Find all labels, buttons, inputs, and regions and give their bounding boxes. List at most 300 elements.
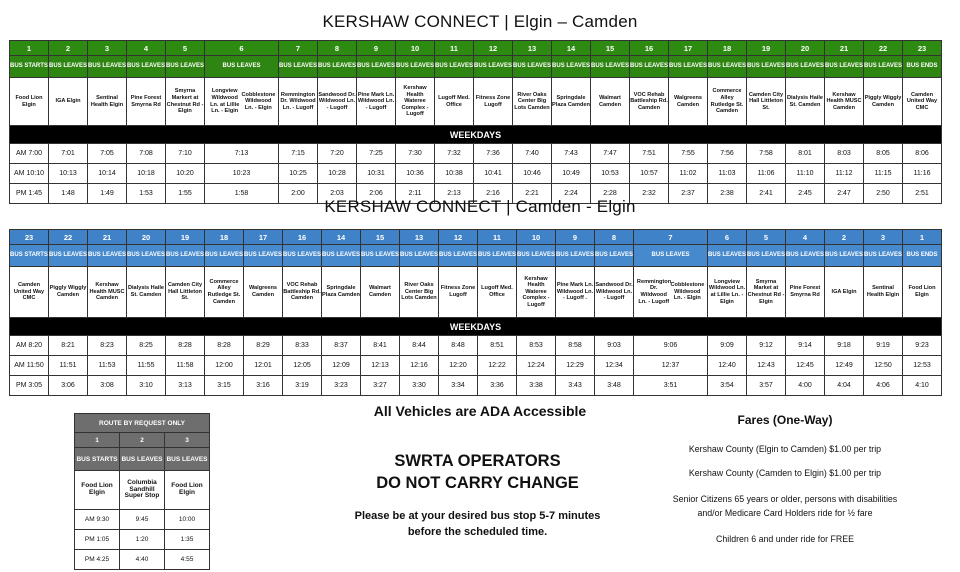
bus-status-label: BUS LEAVES <box>120 448 165 471</box>
stop-number: 14 <box>552 41 591 56</box>
departure-time: 7:30 <box>396 144 435 164</box>
departure-time: 12:22 <box>478 356 517 376</box>
bus-status-label: BUS LEAVES <box>357 56 396 78</box>
stop-name: Pine Mark Ln. Wildwood Ln. - Lugoff . <box>556 267 595 318</box>
departure-time: AM 9:30 <box>75 510 120 530</box>
bus-status-label: BUS LEAVES <box>166 245 205 267</box>
fare-senior-line-2: and/or Medicare Card Holders ride for ½ fare <box>697 508 873 518</box>
departure-time: PM 4:25 <box>75 550 120 570</box>
departure-time: 2:13 <box>435 184 474 204</box>
stop-number: 5 <box>166 41 205 56</box>
bus-status-label: BUS LEAVES <box>400 245 439 267</box>
bus-status-label: BUS LEAVES <box>786 245 825 267</box>
bus-status-label: BUS LEAVES <box>513 56 552 78</box>
stop-name: Dialysis Haile St. Camden <box>786 78 825 126</box>
stop-name: Commerce Alley Rutledge St. Camden <box>708 78 747 126</box>
stop-number: 12 <box>474 41 513 56</box>
fare-children: Children 6 and under ride for FREE <box>716 534 854 544</box>
bus-status-label: BUS LEAVES <box>595 245 634 267</box>
departure-time: 10:46 <box>513 164 552 184</box>
departure-time: 8:44 <box>400 336 439 356</box>
arrival-notice <box>330 508 625 540</box>
departure-time: 10:53 <box>591 164 630 184</box>
operators-notice <box>335 450 620 494</box>
stop-number: 17 <box>669 41 708 56</box>
departure-time: 9:03 <box>595 336 634 356</box>
stop-number: 9 <box>357 41 396 56</box>
departure-time: 2:32 <box>630 184 669 204</box>
route-by-request-table <box>74 413 210 570</box>
stop-number: 13 <box>513 41 552 56</box>
departure-time: 3:10 <box>127 376 166 396</box>
departure-time: 11:58 <box>166 356 205 376</box>
stop-number: 7 <box>279 41 318 56</box>
stop-name: Fitness Zone Lugoff <box>474 78 513 126</box>
departure-time: 12:00 <box>205 356 244 376</box>
stop-number: 6 <box>708 230 747 245</box>
departure-time: 2:51 <box>903 184 942 204</box>
bus-status-label: BUS LEAVES <box>825 245 864 267</box>
departure-time: 8:53 <box>517 336 556 356</box>
stop-name: Columbia Sandhill Super Stop <box>120 471 165 510</box>
stop-name: Camden City Hall Littleton St. <box>166 267 205 318</box>
departure-time: 2:45 <box>786 184 825 204</box>
stop-name-part: Longview Wildwood Ln. at Lillie Ln. - Elgin <box>210 88 240 115</box>
departure-time: 7:36 <box>474 144 513 164</box>
departure-time: 12:05 <box>283 356 322 376</box>
stop-name: Springdale Plaza Camden <box>322 267 361 318</box>
stop-number: 18 <box>205 230 244 245</box>
departure-time: AM 10:10 <box>10 164 49 184</box>
bus-status-label: BUS LEAVES <box>49 56 88 78</box>
departure-time: 10:18 <box>127 164 166 184</box>
route-by-request-title: ROUTE BY REQUEST ONLY <box>75 414 210 433</box>
stop-number: 10 <box>396 41 435 56</box>
departure-time: 8:21 <box>49 336 88 356</box>
departure-time: 3:27 <box>361 376 400 396</box>
departure-time: 9:18 <box>825 336 864 356</box>
departure-time: 3:30 <box>400 376 439 396</box>
departure-time: AM 8:20 <box>10 336 49 356</box>
departure-time: 12:24 <box>517 356 556 376</box>
stop-number: 22 <box>864 41 903 56</box>
stop-number: 20 <box>786 41 825 56</box>
bus-status-label: BUS LEAVES <box>49 245 88 267</box>
stop-number: 15 <box>361 230 400 245</box>
departure-time: 11:53 <box>88 356 127 376</box>
departure-time: 10:28 <box>318 164 357 184</box>
bus-status-label: BUS LEAVES <box>825 56 864 78</box>
departure-time: 1:53 <box>127 184 166 204</box>
departure-time: 3:15 <box>205 376 244 396</box>
departure-time: 12:53 <box>903 356 942 376</box>
stop-number: 8 <box>318 41 357 56</box>
departure-time: 4:06 <box>864 376 903 396</box>
stop-number: 3 <box>88 41 127 56</box>
departure-time: 12:40 <box>708 356 747 376</box>
stop-number: 8 <box>595 230 634 245</box>
departure-time: 7:47 <box>591 144 630 164</box>
stop-number: 19 <box>747 41 786 56</box>
ada-notice: All Vehicles are ADA Accessible <box>373 403 587 419</box>
stop-name: Camden United Way CMC <box>10 267 49 318</box>
departure-time: 9:45 <box>120 510 165 530</box>
bus-status-label: BUS LEAVES <box>361 245 400 267</box>
stop-number: 21 <box>825 41 864 56</box>
stop-name: Smyrna Markert at Chestnut Rd - Elgin <box>166 78 205 126</box>
departure-time: 12:45 <box>786 356 825 376</box>
bus-status-label: BUS LEAVES <box>630 56 669 78</box>
stop-number: 2 <box>120 433 165 448</box>
stop-name-part: Cobblestone Wildwood Ln. - Elgin <box>670 282 705 302</box>
bus-status-label: BUS LEAVES <box>517 245 556 267</box>
bus-status-label: BUS LEAVES <box>669 56 708 78</box>
stop-name: IGA Elgin <box>825 267 864 318</box>
departure-time: 11:06 <box>747 164 786 184</box>
departure-time: 8:41 <box>361 336 400 356</box>
bus-status-label: BUS LEAVES <box>279 56 318 78</box>
departure-time: 7:20 <box>318 144 357 164</box>
departure-time: 12:20 <box>439 356 478 376</box>
departure-time: 10:25 <box>279 164 318 184</box>
bus-status-label: BUS LEAVES <box>708 245 747 267</box>
bus-status-label: BUS LEAVES <box>127 56 166 78</box>
departure-time: 8:28 <box>205 336 244 356</box>
bus-status-label: BUS LEAVES <box>244 245 283 267</box>
stop-name: Sentinal Health Elgin <box>88 78 127 126</box>
departure-time: 2:21 <box>513 184 552 204</box>
departure-time: 4:04 <box>825 376 864 396</box>
departure-time: 3:54 <box>708 376 747 396</box>
departure-time: 3:13 <box>166 376 205 396</box>
departure-time: 2:37 <box>669 184 708 204</box>
departure-time: 2:50 <box>864 184 903 204</box>
departure-time: 2:38 <box>708 184 747 204</box>
departure-time: 7:43 <box>552 144 591 164</box>
bus-status-label: BUS LEAVES <box>88 56 127 78</box>
stop-name: Sandwood Dr. Wildwood Ln. - Lugoff <box>595 267 634 318</box>
stop-number: 5 <box>747 230 786 245</box>
weekdays-header: WEEKDAYS <box>10 318 942 336</box>
departure-time: 2:00 <box>279 184 318 204</box>
bus-status-label: BUS LEAVES <box>435 56 474 78</box>
stop-name: VOC Rehab Battleship Rd. Camden <box>630 78 669 126</box>
departure-time: 9:19 <box>864 336 903 356</box>
departure-time: 10:38 <box>435 164 474 184</box>
bus-status-label: BUS LEAVES <box>322 245 361 267</box>
stop-name: Dialysis Haile St. Camden <box>127 267 166 318</box>
stop-name: Kershaw Health MUSC Camden <box>825 78 864 126</box>
stop-name: Camden United Way CMC <box>903 78 942 126</box>
departure-time: 10:23 <box>205 164 279 184</box>
departure-time: 8:37 <box>322 336 361 356</box>
departure-time: 10:31 <box>357 164 396 184</box>
departure-time: 8:03 <box>825 144 864 164</box>
stop-name: Springdale Plaza Camden <box>552 78 591 126</box>
departure-time: 11:16 <box>903 164 942 184</box>
departure-time: 4:10 <box>903 376 942 396</box>
departure-time: 4:55 <box>165 550 210 570</box>
arrival-line-1: Please be at your desired bus stop 5-7 minutes <box>354 510 601 522</box>
schedule-row <box>10 144 942 164</box>
departure-time: 2:47 <box>825 184 864 204</box>
bus-status-label: BUS LEAVES <box>864 245 903 267</box>
departure-time: 11:15 <box>864 164 903 184</box>
departure-time: 2:11 <box>396 184 435 204</box>
departure-time: 11:10 <box>786 164 825 184</box>
departure-time: 2:03 <box>318 184 357 204</box>
departure-time: 9:23 <box>903 336 942 356</box>
stop-name: Piggly Wiggly Camden <box>864 78 903 126</box>
departure-time: 11:55 <box>127 356 166 376</box>
stop-name: Camden City Hall Littleton St. <box>747 78 786 126</box>
departure-time: 3:36 <box>478 376 517 396</box>
departure-time: 1:49 <box>88 184 127 204</box>
departure-time: 11:51 <box>49 356 88 376</box>
departure-time: 8:05 <box>864 144 903 164</box>
bus-status-label: BUS LEAVES <box>88 245 127 267</box>
stop-number: 20 <box>127 230 166 245</box>
stop-number: 4 <box>127 41 166 56</box>
departure-time: 1:58 <box>205 184 279 204</box>
stop-number: 23 <box>903 41 942 56</box>
departure-time: 7:51 <box>630 144 669 164</box>
departure-time: 12:49 <box>825 356 864 376</box>
departure-time: 3:57 <box>747 376 786 396</box>
stop-name: Food Lion Elgin <box>903 267 942 318</box>
stop-number: 2 <box>825 230 864 245</box>
bus-status-label: BUS LEAVES <box>165 448 210 471</box>
departure-time: 3:51 <box>634 376 708 396</box>
departure-time: 2:16 <box>474 184 513 204</box>
departure-time: 3:23 <box>322 376 361 396</box>
stop-number: 14 <box>322 230 361 245</box>
bus-status-label: BUS STARTS <box>10 245 49 267</box>
departure-time: 9:09 <box>708 336 747 356</box>
stop-number: 3 <box>864 230 903 245</box>
departure-time: 10:13 <box>49 164 88 184</box>
departure-time: 1:35 <box>165 530 210 550</box>
stop-name: VOC Rehab Battleship Rd. Camden <box>283 267 322 318</box>
bus-status-label: BUS LEAVES <box>283 245 322 267</box>
stop-name: Pine Mark Ln. Wildwood Ln. - Lugoff <box>357 78 396 126</box>
bus-status-label: BUS STARTS <box>10 56 49 78</box>
departure-time: 3:16 <box>244 376 283 396</box>
departure-time: 12:34 <box>595 356 634 376</box>
bus-status-label: BUS LEAVES <box>864 56 903 78</box>
schedule-row <box>75 510 210 530</box>
schedule-camden-elgin-table <box>9 229 942 396</box>
stop-name-part: Cobblestone Wildwood Ln. - Elgin <box>241 91 276 111</box>
departure-time: 3:06 <box>49 376 88 396</box>
departure-time: 7:05 <box>88 144 127 164</box>
departure-time: 2:41 <box>747 184 786 204</box>
stop-number: 1 <box>75 433 120 448</box>
stop-name: Food Lion Elgin <box>165 471 210 510</box>
stop-number: 9 <box>556 230 595 245</box>
departure-time: PM 1:05 <box>75 530 120 550</box>
departure-time: 2:28 <box>591 184 630 204</box>
departure-time: 11:12 <box>825 164 864 184</box>
schedule-row <box>75 550 210 570</box>
stop-number: 4 <box>786 230 825 245</box>
departure-time: 7:56 <box>708 144 747 164</box>
departure-time: 1:48 <box>49 184 88 204</box>
departure-time: 7:10 <box>166 144 205 164</box>
stop-name: Walgreens Camden <box>244 267 283 318</box>
departure-time: 8:01 <box>786 144 825 164</box>
departure-time: 12:01 <box>244 356 283 376</box>
bus-status-label: BUS LEAVES <box>786 56 825 78</box>
departure-time: 7:55 <box>669 144 708 164</box>
stop-name: Pine Forest Smyrna Rd <box>127 78 166 126</box>
fare-camden-elgin: Kershaw County (Camden to Elgin) $1.00 per trip <box>688 468 882 478</box>
departure-time: 9:06 <box>634 336 708 356</box>
departure-time: 4:00 <box>786 376 825 396</box>
weekdays-header: WEEKDAYS <box>10 126 942 144</box>
stop-number: 1 <box>903 230 942 245</box>
operators-line-1: SWRTA OPERATORS <box>394 452 561 470</box>
departure-time: 9:14 <box>786 336 825 356</box>
schedule-elgin-camden-table <box>9 40 942 204</box>
departure-time: 8:58 <box>556 336 595 356</box>
stop-number: 11 <box>435 41 474 56</box>
stop-name: Fitness Zone Lugoff <box>439 267 478 318</box>
stop-name: Food Lion Elgin <box>75 471 120 510</box>
stop-number: 16 <box>630 41 669 56</box>
bus-status-label: BUS LEAVES <box>205 245 244 267</box>
schedule-row <box>10 376 942 396</box>
bus-status-label: BUS LEAVES <box>708 56 747 78</box>
departure-time: 3:19 <box>283 376 322 396</box>
stop-name: Smyrna Market at Chestnut Rd - Elgin <box>747 267 786 318</box>
bus-status-label: BUS LEAVES <box>552 56 591 78</box>
departure-time: 8:28 <box>166 336 205 356</box>
stop-name <box>634 267 708 318</box>
stop-name: Sentinal Health Elgin <box>864 267 903 318</box>
departure-time: 3:43 <box>556 376 595 396</box>
departure-time: 8:25 <box>127 336 166 356</box>
stop-name-part: Remmington Dr. Wildwood Ln. - Lugoff <box>636 278 672 305</box>
stop-number: 22 <box>49 230 88 245</box>
bus-status-label: BUS LEAVES <box>396 56 435 78</box>
departure-time: 7:32 <box>435 144 474 164</box>
departure-time: 7:25 <box>357 144 396 164</box>
departure-time: 12:43 <box>747 356 786 376</box>
stop-name: Longview Wildwood Ln. at Lillie Ln. - Elgin <box>708 267 747 318</box>
departure-time: 2:06 <box>357 184 396 204</box>
departure-time: 7:40 <box>513 144 552 164</box>
schedule-row <box>10 356 942 376</box>
stop-name: Pine Forest Smyrna Rd <box>786 267 825 318</box>
departure-time: 11:02 <box>669 164 708 184</box>
bus-status-label: BUS LEAVES <box>556 245 595 267</box>
bus-status-label: BUS LEAVES <box>439 245 478 267</box>
departure-time: 7:58 <box>747 144 786 164</box>
departure-time: 4:40 <box>120 550 165 570</box>
bus-status-label: BUS LEAVES <box>591 56 630 78</box>
stop-name: Remmington Dr. Wildwood Ln. - Lugoff <box>279 78 318 126</box>
departure-time: 10:49 <box>552 164 591 184</box>
departure-time: PM 3:05 <box>10 376 49 396</box>
schedule-camden-elgin-title: KERSHAW CONNECT | Camden - Elgin <box>324 197 636 216</box>
stop-number: 19 <box>166 230 205 245</box>
departure-time: 8:06 <box>903 144 942 164</box>
stop-number: 11 <box>478 230 517 245</box>
bus-status-label: BUS LEAVES <box>634 245 708 267</box>
stop-name: Walmart Camden <box>591 78 630 126</box>
schedule-row <box>10 336 942 356</box>
departure-time: 8:48 <box>439 336 478 356</box>
stop-name: Lugoff Med. Office <box>478 267 517 318</box>
departure-time: 11:03 <box>708 164 747 184</box>
stop-number: 21 <box>88 230 127 245</box>
stop-name: Piggly Wiggly Camden <box>49 267 88 318</box>
fares-title: Fares (One-Way) <box>737 413 833 427</box>
operators-line-2: DO NOT CARRY CHANGE <box>376 474 579 492</box>
stop-number: 18 <box>708 41 747 56</box>
departure-time: 2:24 <box>552 184 591 204</box>
schedule-row <box>75 530 210 550</box>
bus-status-label: BUS LEAVES <box>205 56 279 78</box>
stop-number: 6 <box>205 41 279 56</box>
departure-time: 10:57 <box>630 164 669 184</box>
stop-number: 17 <box>244 230 283 245</box>
stop-name: Commerce Alley Rutledge St. Camden <box>205 267 244 318</box>
stop-number: 13 <box>400 230 439 245</box>
bus-status-label: BUS LEAVES <box>166 56 205 78</box>
departure-time: 8:29 <box>244 336 283 356</box>
departure-time: 3:08 <box>88 376 127 396</box>
departure-time: 12:29 <box>556 356 595 376</box>
stop-number: 7 <box>634 230 708 245</box>
stop-name: Kershaw Health Wateree Complex - Lugoff <box>396 78 435 126</box>
stop-name <box>205 78 279 126</box>
departure-time: 10:14 <box>88 164 127 184</box>
departure-time: 10:36 <box>396 164 435 184</box>
bus-status-label: BUS LEAVES <box>747 56 786 78</box>
stop-number: 2 <box>49 41 88 56</box>
bus-status-label: BUS ENDS <box>903 245 942 267</box>
departure-time: 1:20 <box>120 530 165 550</box>
arrival-line-2: before the scheduled time. <box>407 526 548 538</box>
departure-time: 12:09 <box>322 356 361 376</box>
departure-time: 7:08 <box>127 144 166 164</box>
bus-status-label: BUS ENDS <box>903 56 942 78</box>
departure-time: 1:55 <box>166 184 205 204</box>
departure-time: AM 11:50 <box>10 356 49 376</box>
departure-time: 9:12 <box>747 336 786 356</box>
departure-time: 3:34 <box>439 376 478 396</box>
stop-name: Lugoff Med. Office <box>435 78 474 126</box>
stop-number: 1 <box>10 41 49 56</box>
fare-elgin-camden: Kershaw County (Elgin to Camden) $1.00 per trip <box>688 444 882 454</box>
stop-name: Kershaw Health Wateree Complex - Lugoff <box>517 267 556 318</box>
bus-status-label: BUS STARTS <box>75 448 120 471</box>
departure-time: 7:13 <box>205 144 279 164</box>
bus-status-label: BUS LEAVES <box>127 245 166 267</box>
departure-time: 8:23 <box>88 336 127 356</box>
stop-name: Walmart Camden <box>361 267 400 318</box>
bus-status-label: BUS LEAVES <box>747 245 786 267</box>
departure-time: 12:13 <box>361 356 400 376</box>
stop-number: 15 <box>591 41 630 56</box>
stop-name: Walgreens Camden <box>669 78 708 126</box>
stop-number: 23 <box>10 230 49 245</box>
departure-time: PM 1:45 <box>10 184 49 204</box>
departure-time: 7:15 <box>279 144 318 164</box>
stop-name: River Oaks Center Big Lots Camden <box>400 267 439 318</box>
